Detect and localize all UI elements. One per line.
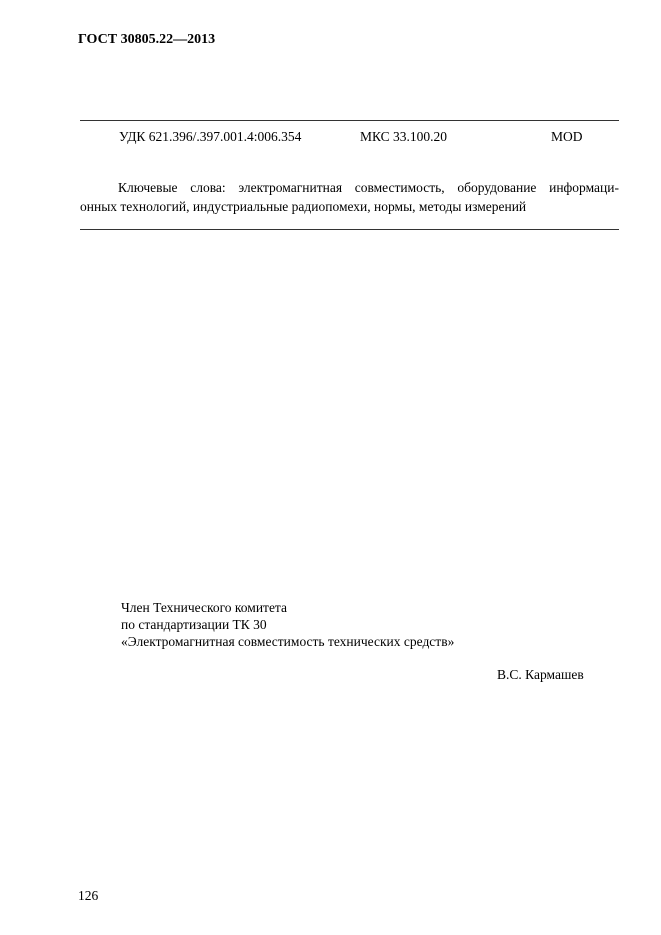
committee-line-3: «Электромагнитная совместимость технических средств» (121, 634, 455, 649)
committee-line-1: Член Технического комитета (121, 600, 287, 615)
standard-code-header: ГОСТ 30805.22—2013 (78, 32, 216, 47)
keywords-line-1: Ключевые слова: электромагнитная совместимость, оборудование информаци- (118, 180, 619, 195)
committee-member-block (121, 599, 454, 650)
udc-code: УДК 621.396/.397.001.4:006.354 (119, 129, 302, 144)
mod-designation: MOD (551, 129, 583, 144)
page-number: 126 (78, 888, 99, 903)
committee-line-2: по стандартизации ТК 30 (121, 617, 267, 632)
mks-code: МКС 33.100.20 (360, 129, 448, 144)
bottom-divider (80, 229, 619, 230)
keywords-line-2: онных технологий, индустриальные радиопомехи, нормы, методы измерений (80, 199, 527, 214)
signatory-name: В.С. Кармашев (497, 667, 584, 682)
top-divider (80, 120, 619, 121)
keywords-block (80, 178, 619, 216)
